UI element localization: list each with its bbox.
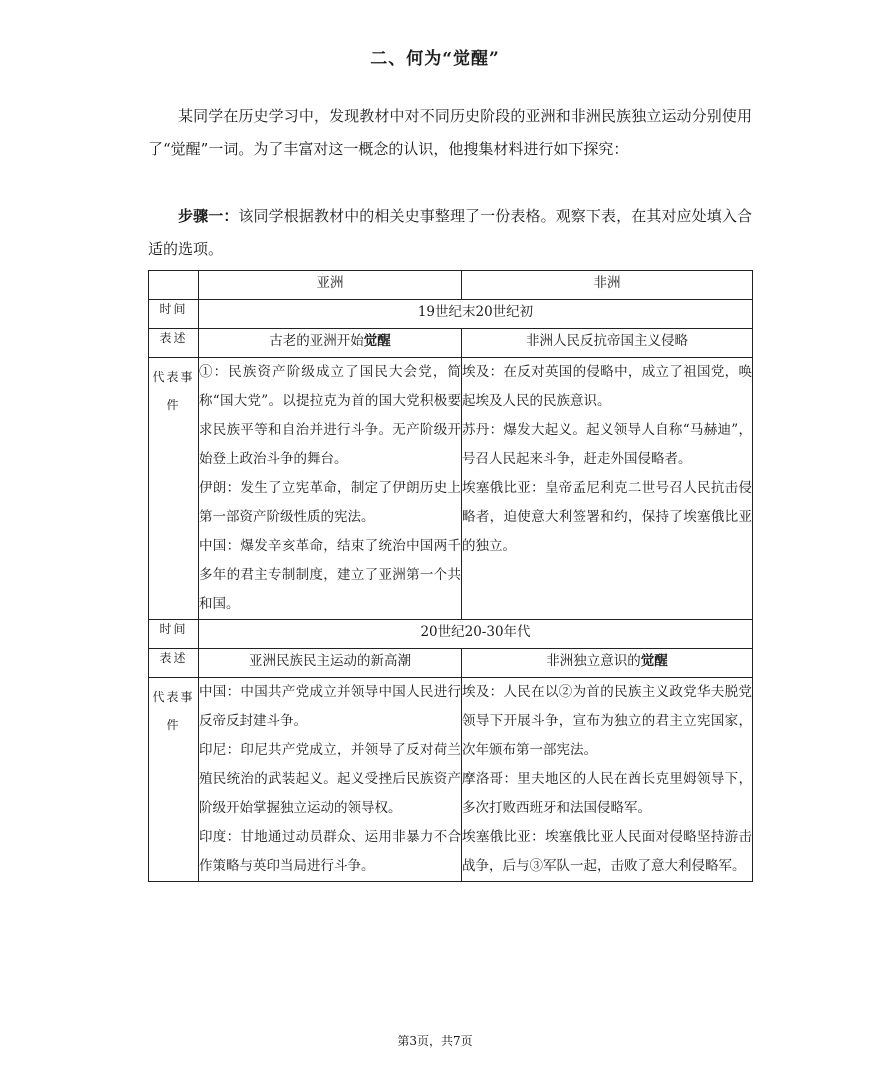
period1-africa-desc: 非洲人民反抗帝国主义侵略 xyxy=(462,329,753,358)
period2-asia-desc: 亚洲民族民主运动的新高潮 xyxy=(199,649,462,678)
event-item: 中国：中国共产党成立并领导中国人民进行反帝反封建斗争。 xyxy=(199,684,461,729)
event-item: 印尼：印尼共产党成立，并领导了反对荷兰殖民统治的武装起义。起义受挫后民族资产阶级开始掌握独立运动的领导权。 xyxy=(199,742,461,816)
event-item: 埃塞俄比亚：埃塞俄比亚人民面对侵略坚持游击战争，后与③军队一起，击败了意大利侵略军。 xyxy=(462,829,752,874)
period2-time: 20世纪20-30年代 xyxy=(199,620,753,649)
header-asia: 亚洲 xyxy=(199,271,462,300)
event-item: 埃及：在反对英国的侵略中，成立了祖国党，唤起埃及人民的民族意识。 xyxy=(462,364,752,409)
event-item: 埃及：人民在以②为首的民族主义政党华夫脱党领导下开展斗争，宣布为独立的君主立宪国家，次年颁布第一部宪法。 xyxy=(462,684,752,758)
period2-time-label: 时间 xyxy=(149,620,199,649)
header-africa: 非洲 xyxy=(462,271,753,300)
period1-desc-row xyxy=(149,329,753,358)
event-item: 印度：甘地通过动员群众、运用非暴力不合作策略与英印当局进行斗争。 xyxy=(199,829,461,874)
step-one-label: 步骤一： xyxy=(178,207,239,225)
period2-africa-events xyxy=(462,678,753,882)
period2-desc-row xyxy=(149,649,753,678)
period2-desc-label: 表述 xyxy=(149,649,199,678)
period1-asia-desc: 古老的亚洲开始觉醒 xyxy=(199,329,462,358)
page-footer: 第3页，共7页 xyxy=(397,1034,473,1048)
event-item: 摩洛哥：里夫地区的人民在酋长克里姆领导下，多次打败西班牙和法国侵略军。 xyxy=(462,771,752,816)
event-item: 伊朗：发生了立宪革命，制定了伊朗历史上第一部资产阶级性质的宪法。 xyxy=(199,480,461,525)
comparison-table xyxy=(148,270,753,882)
intro-paragraph: 某同学在历史学习中，发现教材中对不同历史阶段的亚洲和非洲民族独立运动分别使用了“觉醒”一词。为了丰富对这一概念的认识，他搜集材料进行如下探究： xyxy=(148,107,752,158)
period1-time: 19世纪末20世纪初 xyxy=(199,300,753,329)
period1-africa-events xyxy=(462,358,753,620)
event-item: 埃塞俄比亚：皇帝孟尼利克二世号召人民抗击侵略者，迫使意大利签署和约，保持了埃塞俄比亚的独立。 xyxy=(462,480,752,554)
table-header-row xyxy=(149,271,753,300)
event-item: 苏丹：爆发大起义。起义领导人自称“马赫迪”，号召人民起来斗争，赶走外国侵略者。 xyxy=(462,422,752,467)
step-one-paragraph xyxy=(148,200,752,266)
header-blank-cell xyxy=(149,271,199,300)
period1-asia-events xyxy=(199,358,462,620)
event-item: ①：民族资产阶级成立了国民大会党，简称“国大党”。以提拉克为首的国大党积极要求民族平等和自治并进行斗争。无产阶级开始登上政治斗争的舞台。 xyxy=(199,364,461,467)
awakening-mark: 觉醒 xyxy=(363,333,391,349)
step-one-text: 该同学根据教材中的相关史事整理了一份表格。观察下表，在其对应处填入合适的选项。 xyxy=(148,207,752,258)
period2-africa-desc: 非洲独立意识的觉醒 xyxy=(462,649,753,678)
period1-events-label: 代表事件 xyxy=(149,358,199,620)
period1-events-row xyxy=(149,358,753,620)
event-item: 中国：爆发辛亥革命，结束了统治中国两千多年的君主专制制度，建立了亚洲第一个共和国。 xyxy=(199,538,461,612)
period1-time-label: 时间 xyxy=(149,300,199,329)
period1-desc-label: 表述 xyxy=(149,329,199,358)
period2-events-label: 代表事件 xyxy=(149,678,199,882)
period2-time-row xyxy=(149,620,753,649)
awakening-mark: 觉醒 xyxy=(640,653,668,669)
period2-events-row xyxy=(149,678,753,882)
section-title: 二、何为“觉醒” xyxy=(370,49,500,69)
period2-asia-events xyxy=(199,678,462,882)
period1-time-row xyxy=(149,300,753,329)
